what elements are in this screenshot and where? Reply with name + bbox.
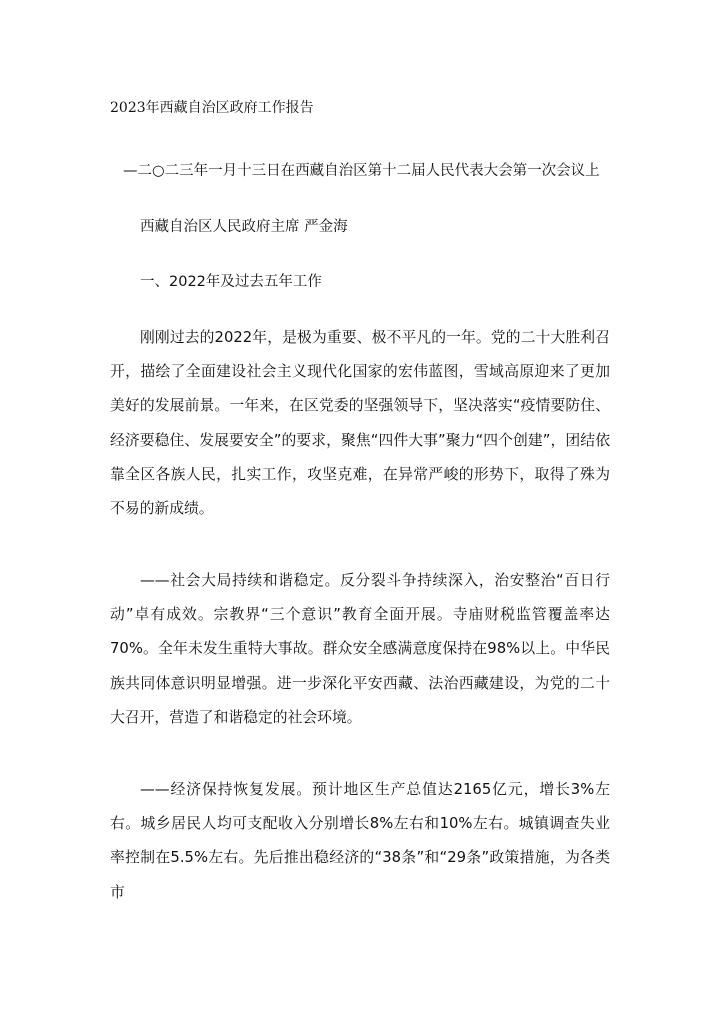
section-heading: 一、2022年及过去五年工作 [140,274,322,290]
paragraph-3: ——经济保持恢复发展。预计地区生产总值达2165亿元，增长3%左右。城乡居民人均可支配收入分别增长8%左右和10%左右。城镇调查失业率控制在5.5%左右。先后推出稳经济的“38条”和“29条”政策措施，为各类市 [110,781,610,901]
paragraph-1: 刚刚过去的2022年，是极为重要、极不平凡的一年。党的二十大胜利召开，描绘了全面建设社会主义现代化国家的宏伟蓝图，雪域高原迎来了更加美好的发展前景。一年来，在区党委的坚强领导下，坚决落实“疫情要防住、经济要稳住、发展要安全”的要求，聚焦“四件大事”聚力“四个创建”，团结依靠全区各族人民，扎实工作，攻坚克难，在异常严峻的形势下，取得了殊为不易的新成绩。 [110,329,610,518]
paragraph-2: ——社会大局持续和谐稳定。反分裂斗争持续深入，治安整治“百日行动”卓有成效。宗教界“三个意识”教育全面开展。寺庙财税监管覆盖率达70%。全年未发生重特大事故。群众安全感满意度保持在98%以上。中华民族共同体意识明显增强。进一步深化平安西藏、法治西藏建设，为党的二十大召开，营造了和谐稳定的社会环境。 [110,572,610,726]
speaker-line: 西藏自治区人民政府主席 严金海 [140,219,348,235]
document-subtitle: —二○二三年一月十三日在西藏自治区第十二届人民代表大会第一次会议上 [123,163,600,179]
document-title: 2023年西藏自治区政府工作报告 [110,100,314,116]
